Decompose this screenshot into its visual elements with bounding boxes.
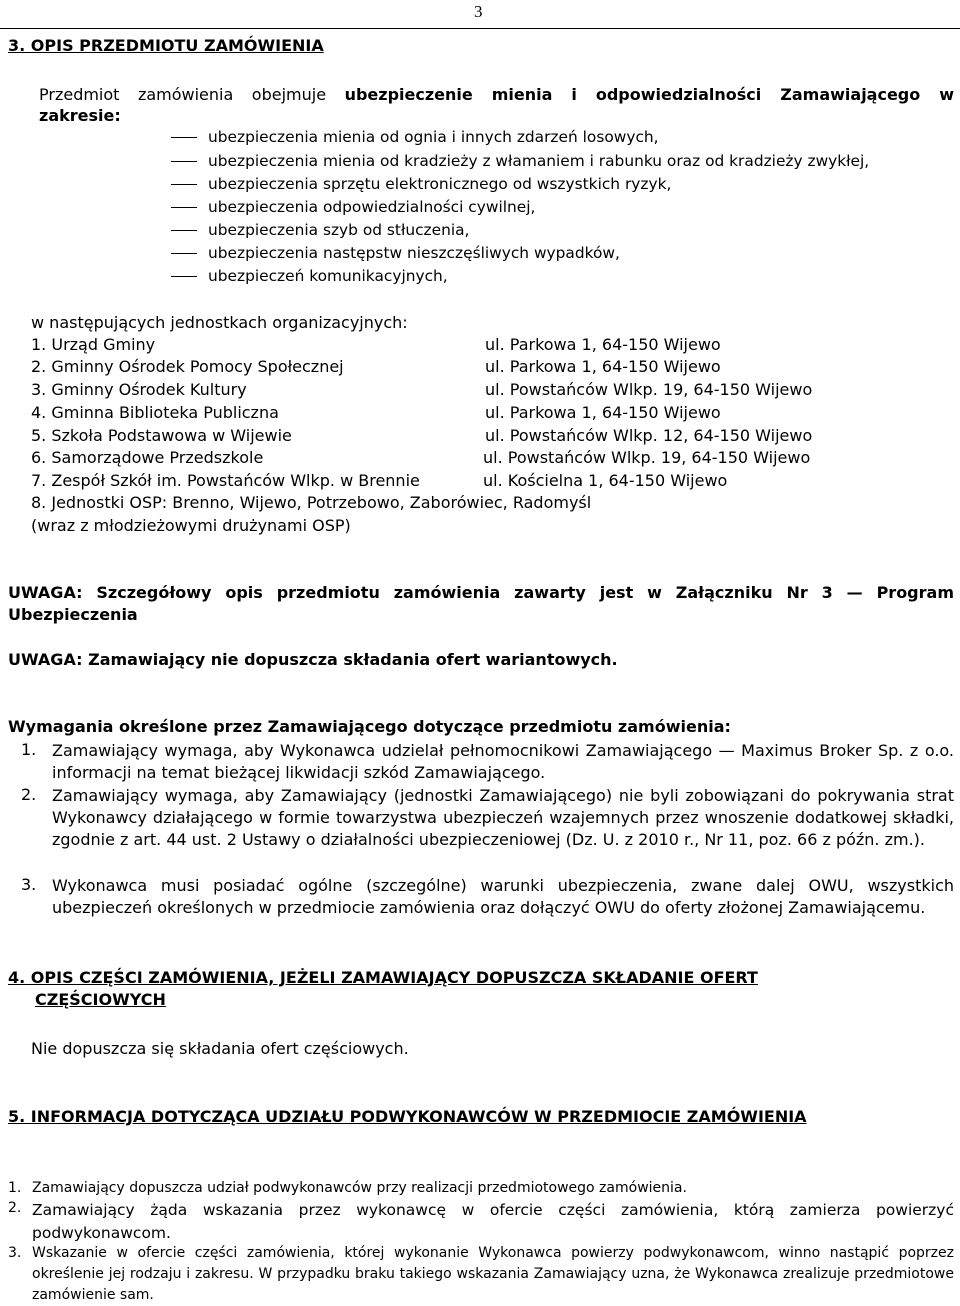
dash-bullet: [171, 161, 197, 162]
unit-address: ul. Powstańców Wlkp. 19, 64-150 Wijewo: [483, 448, 811, 467]
header-rule: [0, 28, 960, 29]
subcontract-text: Wskazanie w ofercie części zamówienia, której wykonanie Wykonawca powierzy podwykonawcom, winno nastąpić poprzez określenie jej rodzaju i zakresu. W przypadku braku takiego wskazania Zamawiający uzna, że Wykonawca zrealizuje przedmiotowe zamówienie sam.: [32, 1245, 954, 1303]
dash-bullet: [171, 207, 197, 208]
scope-item: ubezpieczenia mienia od kradzieży z włamaniem i rabunku oraz od kradzieży zwykłej,: [171, 152, 869, 170]
unit-name: 7. Zespół Szkół im. Powstańców Wlkp. w Brennie: [31, 471, 420, 490]
scope-item: ubezpieczeń komunikacyjnych,: [171, 267, 448, 285]
section-5-heading: 5. INFORMACJA DOTYCZĄCA UDZIAŁU PODWYKONAWCÓW W PRZEDMIOCIE ZAMÓWIENIA: [8, 1107, 807, 1126]
requirements-heading: Wymagania określone przez Zamawiającego dotyczące przedmiotu zamówienia:: [8, 717, 731, 736]
subcontract-text: Zamawiający żąda wskazania przez wykonawcę w ofercie części zamówienia, którą zamierza powierzyć podwykonawcom.: [32, 1201, 954, 1242]
scope-item: ubezpieczenia odpowiedzialności cywilnej,: [171, 198, 535, 216]
dash-bullet: [171, 276, 197, 277]
dash-bullet: [171, 184, 197, 185]
unit-name: 2. Gminny Ośrodek Pomocy Społecznej: [31, 357, 344, 376]
unit-address: ul. Powstańców Wlkp. 12, 64-150 Wijewo: [485, 426, 813, 445]
subcontract-number: 3.: [8, 1245, 22, 1261]
unit-name: 4. Gminna Biblioteka Publiczna: [31, 403, 279, 422]
subcontract-text: Zamawiający dopuszcza udział podwykonawców przy realizacji przedmiotowego zamówienia.: [32, 1180, 687, 1196]
intro-line-2: zakresie:: [39, 106, 121, 125]
unit-8-line-2: (wraz z młodzieżowymi drużynami OSP): [31, 516, 351, 535]
unit-address: ul. Parkowa 1, 64-150 Wijewo: [485, 357, 721, 376]
scope-item: ubezpieczenia mienia od ognia i innych zdarzeń losowych,: [171, 128, 659, 146]
requirement-number: 1.: [21, 740, 37, 759]
section-4-heading-line-1: 4. OPIS CZĘŚCI ZAMÓWIENIA, JEŻELI ZAMAWIAJĄCY DOPUSZCZA SKŁADANIE OFERT: [8, 968, 758, 987]
requirement-text: Zamawiający wymaga, aby Zamawiający (jednostki Zamawiającego) nie byli zobowiązani do pokrywania strat Wykonawcy działającego w formie towarzystwa ubezpieczeń wzajemnych przez wnoszenie dodatkowej składki, zgodnie z art. 44 ust. 2 Ustawy o działalności ubezpieczeniowej (Dz. U. z 2010 r., Nr 11, poz. 66 z późn. zm.).: [52, 786, 954, 849]
page-number: 3: [474, 2, 483, 21]
unit-name: 6. Samorządowe Przedszkole: [31, 448, 264, 467]
note-variants: UWAGA: Zamawiający nie dopuszcza składania ofert wariantowych.: [8, 650, 618, 669]
unit-8-line-1: 8. Jednostki OSP: Brenno, Wijewo, Potrzebowo, Zaborówiec, Radomyśl: [31, 493, 592, 512]
dash-bullet: [171, 230, 197, 231]
scope-item: ubezpieczenia sprzętu elektronicznego od wszystkich ryzyk,: [171, 175, 671, 193]
requirement-number: 2.: [21, 785, 37, 804]
subcontract-number: 2.: [8, 1200, 22, 1216]
scope-item: ubezpieczenia następstw nieszczęśliwych wypadków,: [171, 244, 620, 262]
note-program: UWAGA: Szczegółowy opis przedmiotu zamówienia zawarty jest w Załączniku Nr 3 — Program Ubezpieczenia: [8, 583, 954, 624]
dash-bullet: [171, 137, 197, 138]
requirement-text: Zamawiający wymaga, aby Wykonawca udzielał pełnomocnikowi Zamawiającego — Maximus Broker Sp. z o.o. informacji na temat bieżącej likwidacji szkód Zamawiającego.: [52, 741, 954, 782]
requirement-text: Wykonawca musi posiadać ogólne (szczególne) warunki ubezpieczenia, zwane dalej OWU, wszystkich ubezpieczeń określonych w przedmiocie zamówienia oraz dołączyć OWU do oferty złożonej Zamawiającemu.: [52, 876, 954, 917]
section-4-heading-line-2: CZĘŚCIOWYCH: [35, 990, 166, 1009]
intro-plain: Przedmiot zamówienia obejmuje: [39, 85, 327, 104]
unit-name: 3. Gminny Ośrodek Kultury: [31, 380, 247, 399]
scope-item: ubezpieczenia szyb od stłuczenia,: [171, 221, 469, 239]
requirement-number: 3.: [21, 875, 37, 894]
intro-line-1: [39, 84, 954, 106]
unit-address: ul. Kościelna 1, 64-150 Wijewo: [483, 471, 728, 490]
unit-name: 5. Szkoła Podstawowa w Wijewie: [31, 426, 292, 445]
subcontract-number: 1.: [8, 1180, 22, 1196]
unit-name: 1. Urząd Gminy: [31, 335, 156, 354]
unit-address: ul. Powstańców Wlkp. 19, 64-150 Wijewo: [485, 380, 813, 399]
intro-bold: ubezpieczenie mienia i odpowiedzialności Zamawiającego w: [344, 85, 955, 104]
section-3-heading: 3. OPIS PRZEDMIOTU ZAMÓWIENIA: [8, 36, 324, 55]
unit-address: ul. Parkowa 1, 64-150 Wijewo: [485, 403, 721, 422]
units-intro: w następujących jednostkach organizacyjnych:: [31, 313, 408, 332]
section-4-text: Nie dopuszcza się składania ofert częściowych.: [31, 1039, 409, 1058]
unit-address: ul. Parkowa 1, 64-150 Wijewo: [485, 335, 721, 354]
dash-bullet: [171, 253, 197, 254]
